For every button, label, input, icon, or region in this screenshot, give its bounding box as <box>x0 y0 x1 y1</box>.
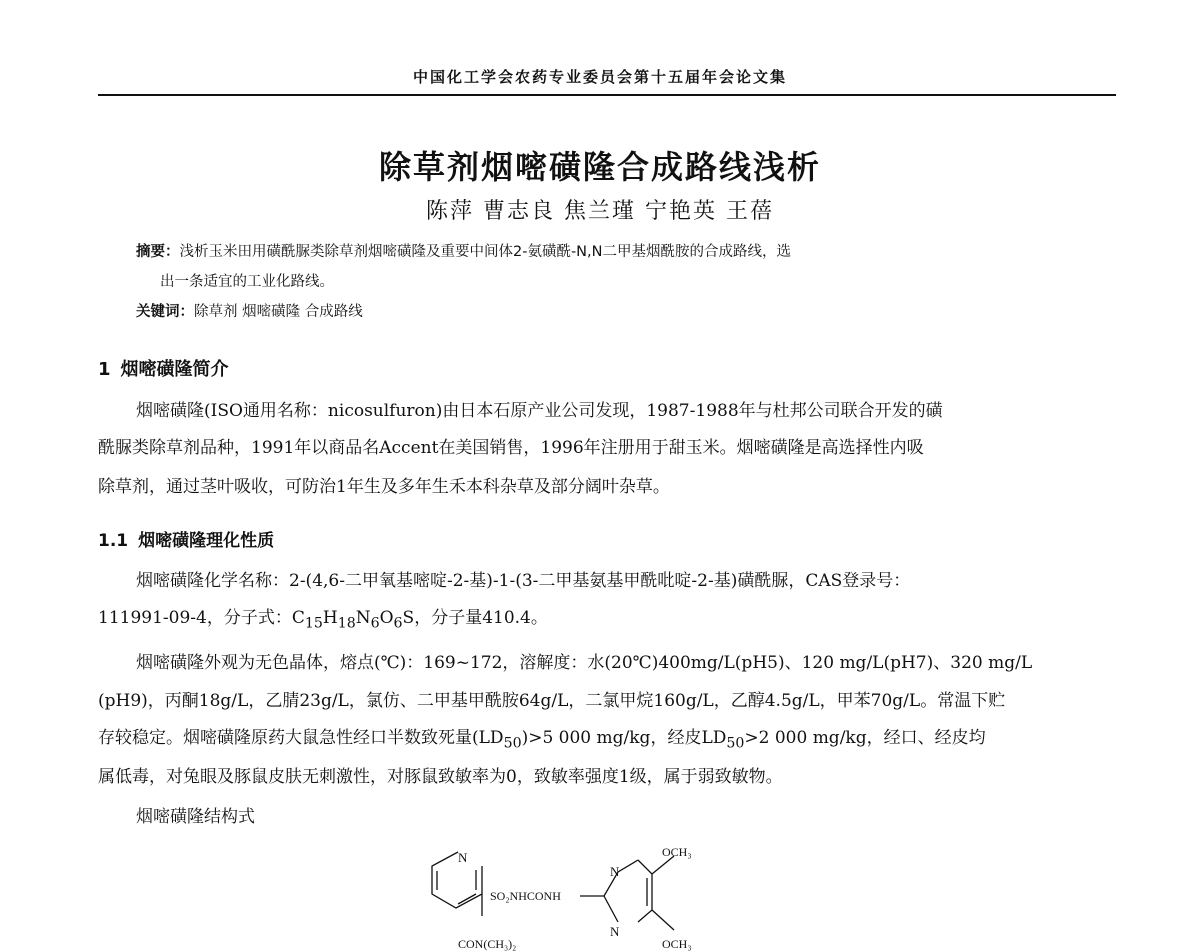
appearance-para-line-3 <box>98 723 1118 751</box>
paper-title: 除草剂烟嘧磺隆合成路线浅析 <box>378 148 821 186</box>
section-1-title: 烟嘧磺隆简介 <box>120 359 229 380</box>
abstract-line-1: 浅析玉米田用磺酰脲类除草剂烟嘧磺隆及重要中间体2-氨磺酰-N,N二甲基烟酰胺的合成路线，选 <box>179 244 791 260</box>
section-1-para-line-2: 酰脲类除草剂品种，1991年以商品名Accent在美国销售，1996年注册用于甜玉米。烟嘧磺隆是高选择性内吸 <box>98 438 924 458</box>
pyrimidine-nitrogen-bottom: N <box>610 924 620 939</box>
toxicity-text-c: >2 000 mg/kg，经口、经皮均 <box>744 728 986 748</box>
appearance-para-line-4: 属低毒，对兔眼及豚鼠皮肤无刺激性，对豚鼠致敏率为0，致敏率强度1级，属于弱致敏物。 <box>98 767 783 787</box>
formula-sub-c: 15 <box>304 615 323 632</box>
section-1-para-line-3: 除草剂，通过茎叶吸收，可防治1年生及多年生禾本科杂草及部分阔叶杂草。 <box>98 477 670 497</box>
formula-sub-o: 6 <box>393 615 403 632</box>
section-1-1-heading <box>98 526 274 551</box>
keywords <box>136 300 1136 321</box>
methoxy-bottom: OCH₃ <box>662 937 692 951</box>
formula-sub-n: 6 <box>370 615 380 632</box>
abstract-label: 摘要： <box>136 244 180 260</box>
structure-caption: 烟嘧磺隆结构式 <box>136 807 255 827</box>
section-1-para-line-1: 烟嘧磺隆(ISO通用名称：nicosulfuron)由日本石原产业公司发现，1987-1988年与杜邦公司联合开发的磺 <box>136 401 943 421</box>
ld50-sub-1: 50 <box>503 735 522 752</box>
ld50-sub-2: 50 <box>726 735 745 752</box>
toxicity-text-b: )>5 000 mg/kg，经皮LD <box>521 728 727 748</box>
nicosulfuron-structure <box>412 838 712 952</box>
abstract <box>136 240 1136 261</box>
abstract-line-2: 出一条适宜的工业化路线。 <box>160 274 334 290</box>
header-rule <box>98 94 1116 96</box>
toxicity-text-a: 存较稳定。烟嘧磺隆原药大鼠急性经口半数致死量(LD <box>98 728 504 748</box>
section-1-1-title: 烟嘧磺隆理化性质 <box>138 531 275 551</box>
methoxy-top: OCH₃ <box>662 845 692 859</box>
formula-prefix: 111991-09-4，分子式：C <box>98 608 305 628</box>
formula-o: O <box>379 608 394 628</box>
running-header: 中国化工学会农药专业委员会第十五届年会论文集 <box>412 68 787 86</box>
sulfonylurea-linker: SO₂NHCONH <box>490 889 561 903</box>
appearance-para-line-2: (pH9)，丙酮18g/L，乙腈23g/L，氯仿、二甲基甲酰胺64g/L，二氯甲烷160g/L，乙醇4.5g/L，甲苯70g/L。常温下贮 <box>98 691 1006 711</box>
pyridine-ring <box>432 852 482 916</box>
section-1-1-number: 1.1 <box>98 531 129 551</box>
pyrimidine-nitrogen-top: N <box>610 864 620 879</box>
dimethylcarbamoyl-group: CON(CH₃)₂ <box>458 937 517 951</box>
section-1-number: 1 <box>98 359 111 380</box>
formula-n: N <box>355 608 371 628</box>
section-1-heading <box>98 355 229 381</box>
properties-para-line-1: 烟嘧磺隆化学名称：2-(4,6-二甲氧基嘧啶-2-基)-1-(3-二甲基氨基甲酰吡啶-2-基)磺酰脲，CAS登录号： <box>136 571 911 591</box>
keywords-label: 关键词： <box>136 304 194 320</box>
appearance-para-line-1: 烟嘧磺隆外观为无色晶体，熔点(℃)：169~172，溶解度：水(20℃)400mg/L(pH5)、120 mg/L(pH7)、320 mg/L <box>136 653 1033 673</box>
formula-suffix: S，分子量410.4。 <box>402 608 548 628</box>
pyridine-nitrogen: N <box>458 850 468 865</box>
paper-authors: 陈萍 曹志良 焦兰瑾 宁艳英 王蓓 <box>426 199 774 224</box>
formula-h: H <box>322 608 338 628</box>
properties-para-line-2 <box>98 603 1118 631</box>
formula-sub-h: 18 <box>337 615 356 632</box>
keywords-text: 除草剂 烟嘧磺隆 合成路线 <box>194 304 363 320</box>
